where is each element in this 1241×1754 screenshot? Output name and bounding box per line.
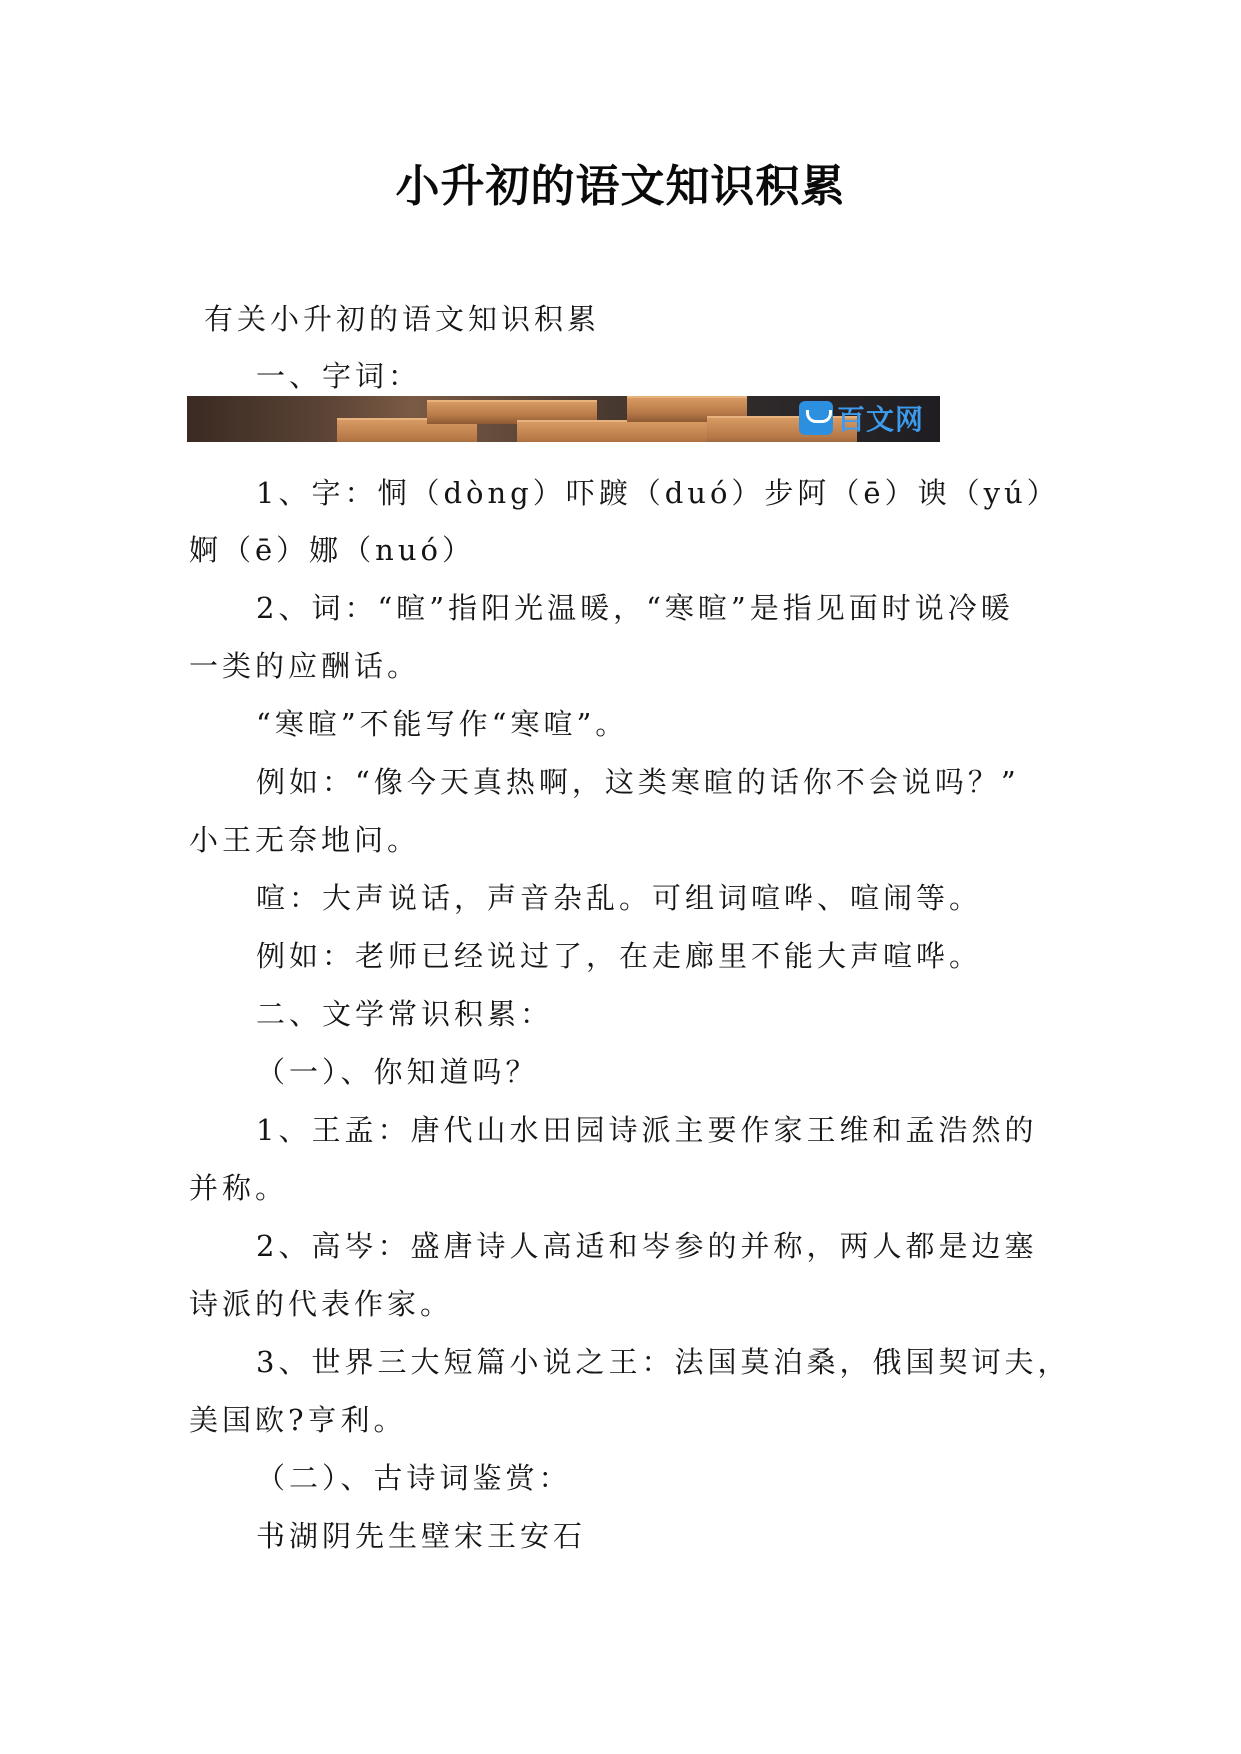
document-title: 小升初的语文知识积累 (395, 161, 846, 212)
banner-logo (799, 398, 924, 438)
banner-image (187, 396, 940, 442)
paragraph-line: 一类的应酬话。 (189, 649, 421, 683)
paragraph-line: 例如：老师已经说过了，在走廊里不能大声喧哗。 (256, 939, 983, 973)
paragraph-line: 例如：“像今天真热啊，这类寒暄的话你不会说吗？” (256, 765, 1020, 799)
paragraph-line: 喧：大声说话，声音杂乱。可组词喧哗、喧闹等。 (256, 881, 983, 915)
paragraph-line: 美国欧?亨利。 (189, 1403, 407, 1437)
paragraph-line: 2、词：“暄”指阳光温暖，“寒暄”是指见面时说冷暖 (256, 591, 1014, 625)
section-heading-words: 一、字词： (256, 359, 422, 393)
subsection-heading: （一）、你知道吗？ (256, 1055, 539, 1089)
paragraph-line: 婀（ē）娜（nuó） (189, 533, 475, 567)
intro-line: 有关小升初的语文知识积累 (204, 302, 601, 336)
section-heading-literature: 二、文学常识积累： (256, 997, 554, 1031)
paragraph-line: 1、王孟：唐代山水田园诗派主要作家王维和孟浩然的 (256, 1113, 1038, 1147)
banner-logo-text: 百文网 (836, 403, 924, 436)
subsection-heading: （二）、古诗词鉴赏： (256, 1461, 572, 1495)
paragraph-line: “寒暄”不能写作“寒喧”。 (256, 707, 629, 741)
paragraph-line: 诗派的代表作家。 (189, 1287, 454, 1321)
paragraph-line: 1、字：恫（dòng）吓踱（duó）步阿（ē）谀（yú） (256, 476, 1060, 510)
poem-title-line: 书湖阴先生壁宋王安石 (256, 1519, 587, 1553)
baiwenwang-logo-icon (799, 401, 833, 435)
paragraph-line: 并称。 (189, 1171, 289, 1205)
paragraph-line: 2、高岑：盛唐诗人高适和岑参的并称，两人都是边塞 (256, 1229, 1038, 1263)
paragraph-line: 3、世界三大短篇小说之王：法国莫泊桑，俄国契诃夫， (256, 1345, 1071, 1379)
paragraph-line: 小王无奈地问。 (189, 823, 421, 857)
